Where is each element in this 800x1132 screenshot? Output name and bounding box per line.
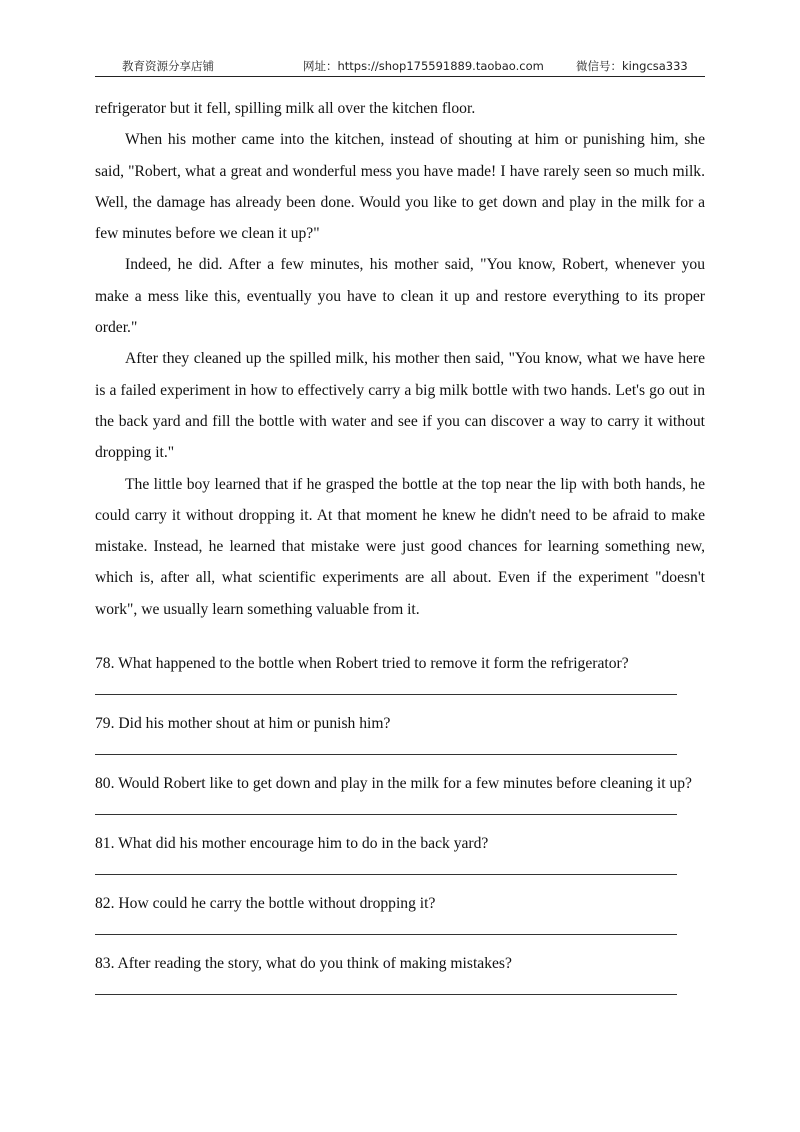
question-text-81: 81. What did his mother encourage him to do in the back yard?: [95, 835, 489, 852]
answer-line-78[interactable]: [95, 694, 677, 695]
question-item: [95, 888, 705, 935]
answer-line-83[interactable]: [95, 994, 677, 995]
question-item: [95, 948, 705, 995]
question-text-78: 78. What happened to the bottle when Robert tried to remove it form the refrigerator?: [95, 655, 629, 672]
answer-line-81[interactable]: [95, 874, 677, 875]
passage-paragraph: refrigerator but it fell, spilling milk all over the kitchen floor.: [95, 100, 476, 117]
question-item: [95, 828, 705, 875]
question-text-80: 80. Would Robert like to get down and play in the milk for a few minutes before cleaning it up?: [95, 775, 692, 792]
answer-line-79[interactable]: [95, 754, 677, 755]
header-wechat-id: 微信号：kingcsa333: [576, 59, 688, 73]
header-shop-url: 网址：https://shop175591889.taobao.com: [303, 59, 544, 73]
question-text-79: 79. Did his mother shout at him or punish him?: [95, 715, 391, 732]
question-text-82: 82. How could he carry the bottle without dropping it?: [95, 895, 436, 912]
question-item: [95, 708, 705, 755]
question-text-83: 83. After reading the story, what do you think of making mistakes?: [95, 955, 512, 972]
question-list: [95, 648, 705, 1008]
header-shop-name: 教育资源分享店铺: [122, 59, 214, 73]
answer-line-80[interactable]: [95, 814, 677, 815]
page-header: [95, 56, 705, 77]
passage-paragraph: When his mother came into the kitchen, instead of shouting at him or punishing him, she said, "Robert, what a great and wonderful mess you have made! I have rarely seen so much milk. Well, the damage has already been done. Would you like to get down and play in the milk for a few minutes before we clean it up?": [95, 131, 705, 243]
answer-line-82[interactable]: [95, 934, 677, 935]
question-item: [95, 648, 705, 695]
passage-paragraph: Indeed, he did. After a few minutes, his mother said, "You know, Robert, whenever you make a mess like this, eventually you have to clean it up and restore everything to its proper order.": [95, 256, 705, 337]
passage-paragraph: The little boy learned that if he grasped the bottle at the top near the lip with both hands, he could carry it without dropping it. At that moment he knew he didn't need to be afraid to make mistake. Instead, he learned that mistake were just good chances for learning something new, which is, after all, what scientific experiments are all about. Even if the experiment "doesn't work", we usually learn something valuable from it.: [95, 475, 705, 618]
reading-passage: [95, 93, 705, 625]
passage-paragraph: After they cleaned up the spilled milk, his mother then said, "You know, what we have here is a failed experiment in how to effectively carry a big milk bottle with two hands. Let's go out in the back yard and fill the bottle with water and see if you can discover a way to carry it without dropping it.": [95, 350, 705, 462]
question-item: [95, 768, 705, 815]
